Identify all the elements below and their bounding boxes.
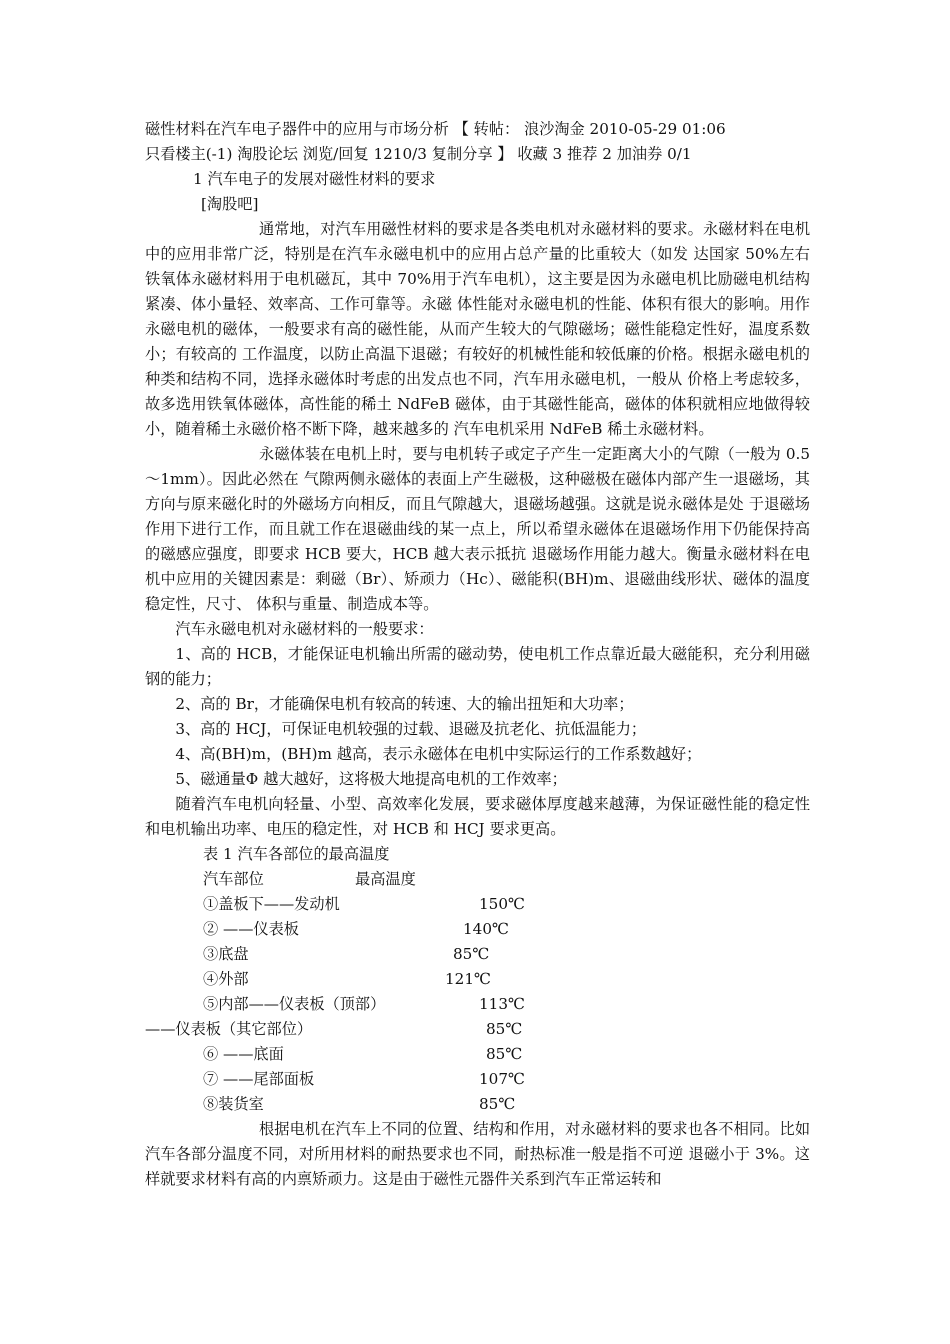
table-cell-part: ⑦ ——尾部面板	[203, 1070, 315, 1088]
header-line-2: 只看楼主(-1) 淘股论坛 浏览/回复 1210/3 复制分享 】 收藏 3 推荐 2 加油券 0/1	[145, 145, 692, 163]
paragraph-4: 随着汽车电机向轻量、小型、高效率化发展，要求磁体厚度越来越薄，为保证磁性能的稳定性和电机输出功率、电压的稳定性，对 HCB 和 HCJ 要求更高。	[145, 795, 810, 838]
table-header-row	[145, 867, 810, 892]
table-title: 表 1 汽车各部位的最高温度	[203, 845, 390, 863]
table-cell-temp: 107℃	[479, 1070, 525, 1088]
temperature-table	[145, 842, 810, 1117]
paragraph-1: 通常地，对汽车用磁性材料的要求是各类电机对永磁材料的要求。永磁材料在电机中的应用非常广泛，特别是在汽车永磁电机中的应用占总产量的比重较大（如发 达国家 50%左右铁氧体永磁材料用于电机磁瓦，其中 70%用于汽车电机），这主要是因为永磁电机比励磁电机结构紧凑、体小量轻、效率高、工作可靠等。永磁 体性能对永磁电机的性能、体积有很大的影响。用作永磁电机的磁体，一般要求有高的磁性能，从而产生较大的气隙磁场；磁性能稳定性好，温度系数小；有较高的 工作温度，以防止高温下退磁；有较好的机械性能和较低廉的价格。根据永磁电机的种类和结构不同，选择永磁体时考虑的出发点也不同，汽车用永磁电机，一般从 价格上考虑较多，故多选用铁氧体磁体，高性能的稀土 NdFeB 磁体，由于其磁性能高，磁体的体积就相应地做得较小，随着稀土永磁价格不断下降，越来越多的 汽车电机采用 NdFeB 稀土永磁材料。	[145, 220, 810, 438]
table-row	[145, 1092, 810, 1117]
paragraph-5: 根据电机在汽车上不同的位置、结构和作用，对永磁材料的要求也各不相同。比如汽车各部分温度不同，对所用材料的耐热要求也不同，耐热标准一般是指不可逆 退磁小于 3%。这样就要求材料有高的内禀矫顽力。这是由于磁性元器件关系到汽车正常运转和	[145, 1120, 810, 1188]
paragraph-3: 汽车永磁电机对永磁材料的一般要求：	[175, 620, 434, 638]
section-title: 1 汽车电子的发展对磁性材料的要求	[193, 170, 436, 188]
table-row	[145, 892, 810, 917]
table-cell-temp: 150℃	[479, 895, 525, 913]
table-row	[145, 1017, 810, 1042]
header-line-1: 磁性材料在汽车电子器件中的应用与市场分析 【 转帖： 浪沙淘金 2010-05-29 01:06	[145, 120, 726, 138]
table-cell-temp: 113℃	[479, 995, 525, 1013]
table-cell-temp: 140℃	[463, 920, 509, 938]
article	[145, 117, 810, 1192]
table-cell-temp: 85℃	[479, 1095, 516, 1113]
table-cell-part: ——仪表板（其它部位）	[145, 1020, 313, 1038]
requirement-3: 3、高的 HCJ，可保证电机较强的过载、退磁及抗老化、抗低温能力；	[175, 720, 647, 738]
table-cell-part: ⑥ ——底面	[203, 1045, 284, 1063]
table-cell-part: ③底盘	[203, 945, 249, 963]
table-cell-temp: 85℃	[486, 1045, 523, 1063]
table-cell-part: ①盖板下——发动机	[203, 895, 340, 913]
table-cell-part: ② ——仪表板	[203, 920, 299, 938]
table-row	[145, 992, 810, 1017]
table-cell-temp: 85℃	[486, 1020, 523, 1038]
table-cell-temp: 121℃	[445, 970, 491, 988]
requirement-4: 4、高(BH)m，(BH)m 越高，表示永磁体在电机中实际运行的工作系数越好；	[175, 745, 702, 763]
column-header-part: 汽车部位	[203, 870, 264, 888]
requirement-1: 1、高的 HCB，才能保证电机输出所需的磁动势，使电机工作点靠近最大磁能积，充分利用磁钢的能力；	[145, 645, 810, 688]
source-tag: [淘股吧]	[201, 195, 259, 213]
table-cell-part: ⑤内部——仪表板（顶部）	[203, 995, 386, 1013]
column-header-temp: 最高温度	[355, 870, 416, 888]
table-row	[145, 967, 810, 992]
table-cell-part: ⑧装货室	[203, 1095, 264, 1113]
table-row	[145, 942, 810, 967]
table-row	[145, 1067, 810, 1092]
paragraph-2: 永磁体装在电机上时，要与电机转子或定子产生一定距离大小的气隙（一般为 0.5～1mm）。因此必然在 气隙两侧永磁体的表面上产生磁极，这种磁极在磁体内部产生一退磁场，其方向与原来磁化时的外磁场方向相反，而且气隙越大，退磁场越强。这就是说永磁体是处 于退磁场作用下进行工作，而且就工作在退磁曲线的某一点上，所以希望永磁体在退磁场作用下仍能保持高的磁感应强度，即要求 HCB 要大，HCB 越大表示抵抗 退磁场作用能力越大。衡量永磁材料在电机中应用的关键因素是：剩磁（Br）、矫顽力（Hc）、磁能积(BH)m、退磁曲线形状、磁体的温度稳定性，尺寸、 体积与重量、制造成本等。	[145, 445, 810, 613]
requirement-2: 2、高的 Br，才能确保电机有较高的转速、大的输出扭矩和大功率；	[175, 695, 634, 713]
table-cell-part: ④外部	[203, 970, 249, 988]
table-row	[145, 1042, 810, 1067]
table-cell-temp: 85℃	[453, 945, 490, 963]
table-title-row	[145, 842, 810, 867]
requirement-5: 5、磁通量Φ 越大越好，这将极大地提高电机的工作效率；	[175, 770, 567, 788]
table-row	[145, 917, 810, 942]
